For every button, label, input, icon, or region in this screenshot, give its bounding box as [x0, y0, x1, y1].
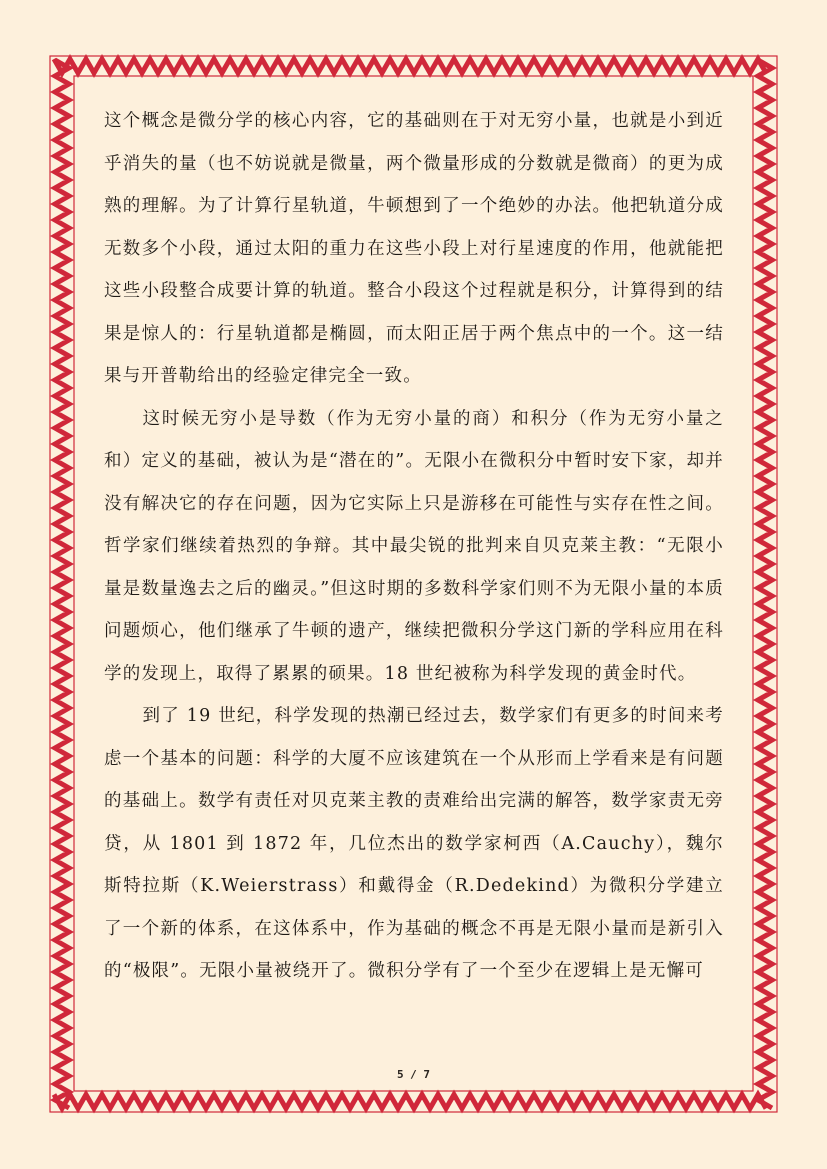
paragraph-3: 到了 19 世纪，科学发现的热潮已经过去，数学家们有更多的时间来考虑一个基本的问题：科学的大厦不应该建筑在一个从形而上学看来是有问题的基础上。数学有责任对贝克莱主教的责难给出完满的解答，数学家责无旁贷，从 1801 到 1872 年，几位杰出的数学家柯西（A.Cauchy），魏尔斯特拉斯（K.Weierstrass）和戴得金（R.Dedekind）为微积分学建立了一个新的体系，在这体系中，作为基础的概念不再是无限小量而是新引入的“极限”。无限小量被绕开了。微积分学有了一个至少在逻辑上是无懈可	[104, 706, 724, 981]
paragraph-1: 这个概念是微分学的核心内容，它的基础则在于对无穷小量，也就是小到近乎消失的量（也不妨说就是微量，两个微量形成的分数就是微商）的更为成熟的理解。为了计算行星轨道，牛顿想到了一个绝妙的办法。他把轨道分成无数多个小段，通过太阳的重力在这些小段上对行星速度的作用，他就能把这些小段整合成要计算的轨道。整合小段这个过程就是积分，计算得到的结果是惊人的：行星轨道都是椭圆，而太阳正居于两个焦点中的一个。这一结果与开普勒给出的经验定律完全一致。	[104, 111, 724, 386]
border-zigzag-top	[54, 59, 766, 73]
border-zigzag-bottom	[54, 1095, 766, 1109]
document-body	[104, 100, 724, 993]
page-number: 5 / 7	[396, 1068, 431, 1081]
paragraph-2: 这时候无穷小是导数（作为无穷小量的商）和积分（作为无穷小量之和）定义的基础，被认为是“潜在的”。无限小在微积分中暂时安下家，却并没有解决它的存在问题，因为它实际上只是游移在可能性与实存在性之间。哲学家们继续着热烈的争辩。其中最尖锐的批判来自贝克莱主教：“无限小量是数量逸去之后的幽灵。”但这时期的多数科学家们则不为无限小量的本质问题烦心，他们继承了牛顿的遗产，继续把微积分学这门新的学科应用在科学的发现上，取得了累累的硕果。18 世纪被称为科学发现的黄金时代。	[104, 408, 724, 684]
border-zigzag-right	[758, 60, 772, 1108]
border-zigzag-left	[55, 60, 69, 1108]
